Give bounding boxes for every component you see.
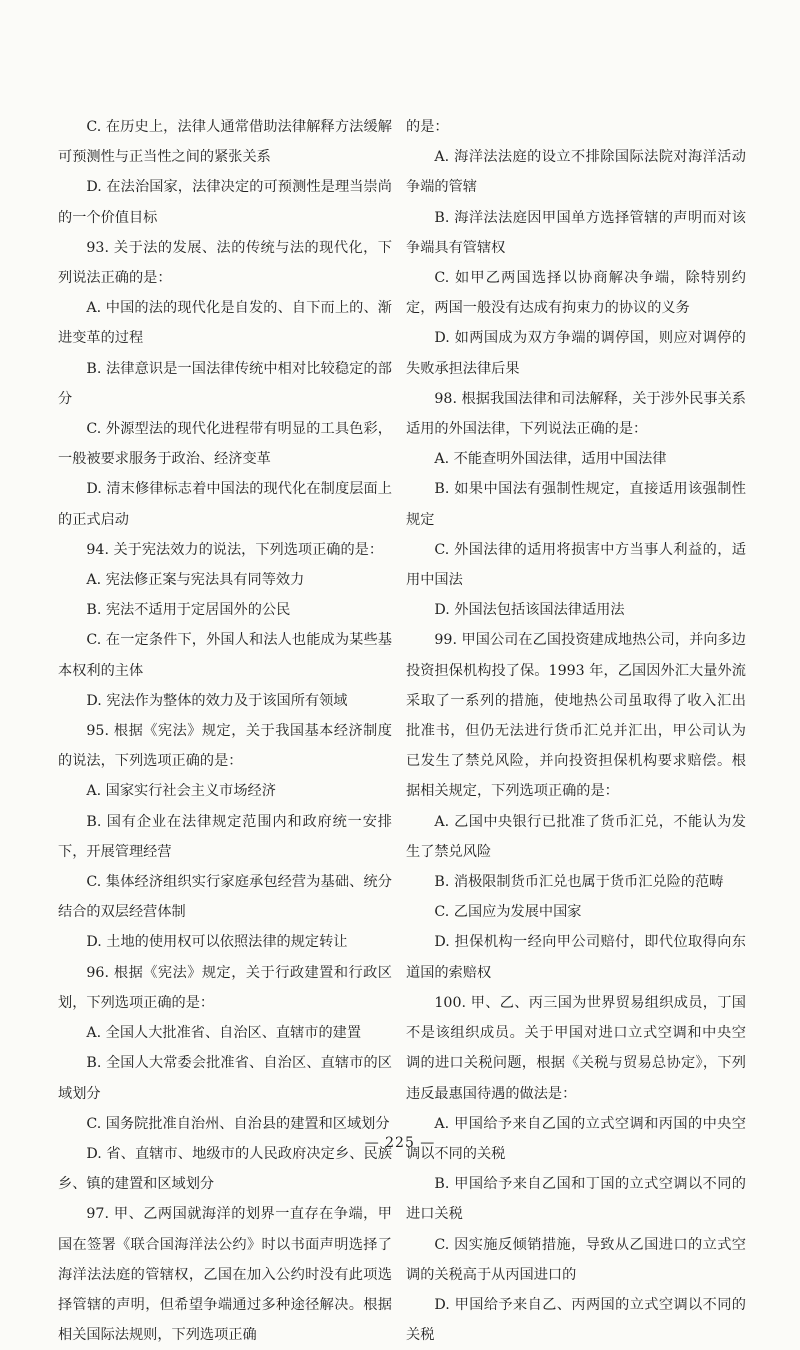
question-stem: 100. 甲、乙、丙三国为世界贸易组织成员，丁国不是该组织成员。关于甲国对进口立式空调和中央空调的进口关税问题，根据《关税与贸易总协定》，下列违反最惠国待遇的做法是： [406,994,746,1102]
answer-option: A. 不能查明外国法律，适用中国法律 [434,451,667,468]
answer-option: A. 甲国给予来自乙国的立式空调和丙国的中央空调以不同的关税 [406,1115,746,1162]
answer-option: A. 乙国中央银行已批准了货币汇兑，不能认为发生了禁兑风险 [406,813,746,860]
answer-option: A. 宪法修正案与宪法具有同等效力 [86,572,305,589]
answer-option: C. 因实施反倾销措施，导致从乙国进口的立式空调的关税高于从丙国进口的 [406,1236,746,1283]
answer-option: D. 如两国成为双方争端的调停国，则应对调停的失败承担法律后果 [406,330,746,377]
question-stem: 99. 甲国公司在乙国投资建成地热公司，并向多边投资担保机构投了保。1993 年，乙国因外汇大量外流采取了一系列的措施，使地热公司虽取得了收入汇出批准书，但仍无法进行货币汇兑并汇出，甲公司认为已发生了禁兑风险，并向投资担保机构要求赔偿。根据相关规定，下列选项正确的是： [406,632,746,800]
answer-option: B. 法律意识是一国法律传统中相对比较稳定的部分 [58,360,392,407]
answer-option: C. 在历史上，法律人通常借助法律解释方法缓解可预测性与正当性之间的紧张关系 [58,119,392,166]
answer-option: B. 国有企业在法律规定范围内和政府统一安排下，开展管理经营 [58,813,392,860]
answer-option: D. 外国法包括该国法律适用法 [434,602,625,619]
answer-option: C. 在一定条件下，外国人和法人也能成为某些基本权利的主体 [58,632,392,679]
answer-option: B. 消极限制货币汇兑也属于货币汇兑险的范畴 [434,874,724,891]
answer-option: C. 外源型法的现代化进程带有明显的工具色彩，一般被要求服务于政治、经济变革 [58,421,392,468]
question-stem: 93. 关于法的发展、法的传统与法的现代化，下列说法正确的是： [58,239,392,287]
answer-option: D. 清末修律标志着中国法的现代化在制度层面上的正式启动 [58,481,392,528]
left-column [58,112,392,1350]
answer-option: D. 担保机构一经向甲公司赔付，即代位取得向东道国的索赔权 [406,934,746,981]
answer-option: D. 省、直辖市、地级市的人民政府决定乡、民族乡、镇的建置和区域划分 [58,1145,392,1193]
answer-option: C. 集体经济组织实行家庭承包经营为基础、统分结合的双层经营体制 [58,874,392,921]
answer-option: D. 甲国给予来自乙、丙两国的立式空调以不同的关税 [406,1296,746,1344]
answer-option: B. 宪法不适用于定居国外的公民 [86,602,291,619]
answer-option: D. 在法治国家，法律决定的可预测性是理当崇尚的一个价值目标 [58,179,392,226]
answer-option: C. 乙国应为发展中国家 [434,904,582,921]
answer-option: A. 海洋法法庭的设立不排除国际法院对海洋活动争端的管辖 [406,149,746,196]
answer-option: C. 外国法律的适用将损害中方当事人利益的，适用中国法 [406,541,746,589]
answer-option: B. 海洋法法庭因甲国单方选择管辖的声明而对该争端具有管辖权 [406,209,746,256]
question-stem: 96. 根据《宪法》规定，关于行政建置和行政区划，下列选项正确的是： [58,964,392,1011]
answer-option: B. 如果中国法有强制性规定，直接适用该强制性规定 [406,481,746,528]
answer-option: C. 如甲乙两国选择以协商解决争端，除特别约定，两国一般没有达成有拘束力的协议的义务 [406,270,746,317]
answer-option: D. 土地的使用权可以依照法律的规定转让 [86,934,348,951]
question-stem: 94. 关于宪法效力的说法，下列选项正确的是： [86,541,384,558]
answer-option: B. 甲国给予来自乙国和丁国的立式空调以不同的进口关税 [406,1176,746,1223]
question-stem: 95. 根据《宪法》规定，关于我国基本经济制度的说法，下列选项正确的是： [58,723,392,770]
answer-option: C. 国务院批准自治州、自治县的建置和区域划分 [86,1115,390,1132]
right-column [406,112,746,1350]
question-stem: 97. 甲、乙两国就海洋的划界一直存在争端，甲国在签署《联合国海洋法公约》时以书面声明选择了海洋法法庭的管辖权，乙国在加入公约时没有此项选择管辖的声明，但希望争端通过多种途径解决。根据相关国际法规则，下列选项正确 [58,1206,392,1344]
answer-option: A. 全国人大批准省、自治区、直辖市的建置 [86,1025,362,1042]
answer-option: B. 全国人大常委会批准省、自治区、直辖市的区域划分 [58,1055,392,1102]
answer-option: D. 宪法作为整体的效力及于该国所有领域 [86,692,348,709]
answer-option: A. 国家实行社会主义市场经济 [86,783,276,800]
page-number: — 225 — [364,1135,436,1151]
question-stem: 98. 根据我国法律和司法解释，关于涉外民事关系适用的外国法律，下列说法正确的是： [406,390,746,438]
continued-text: 的是： [406,119,449,135]
answer-option: A. 中国的法的现代化是自发的、自下而上的、渐进变革的过程 [58,300,392,347]
